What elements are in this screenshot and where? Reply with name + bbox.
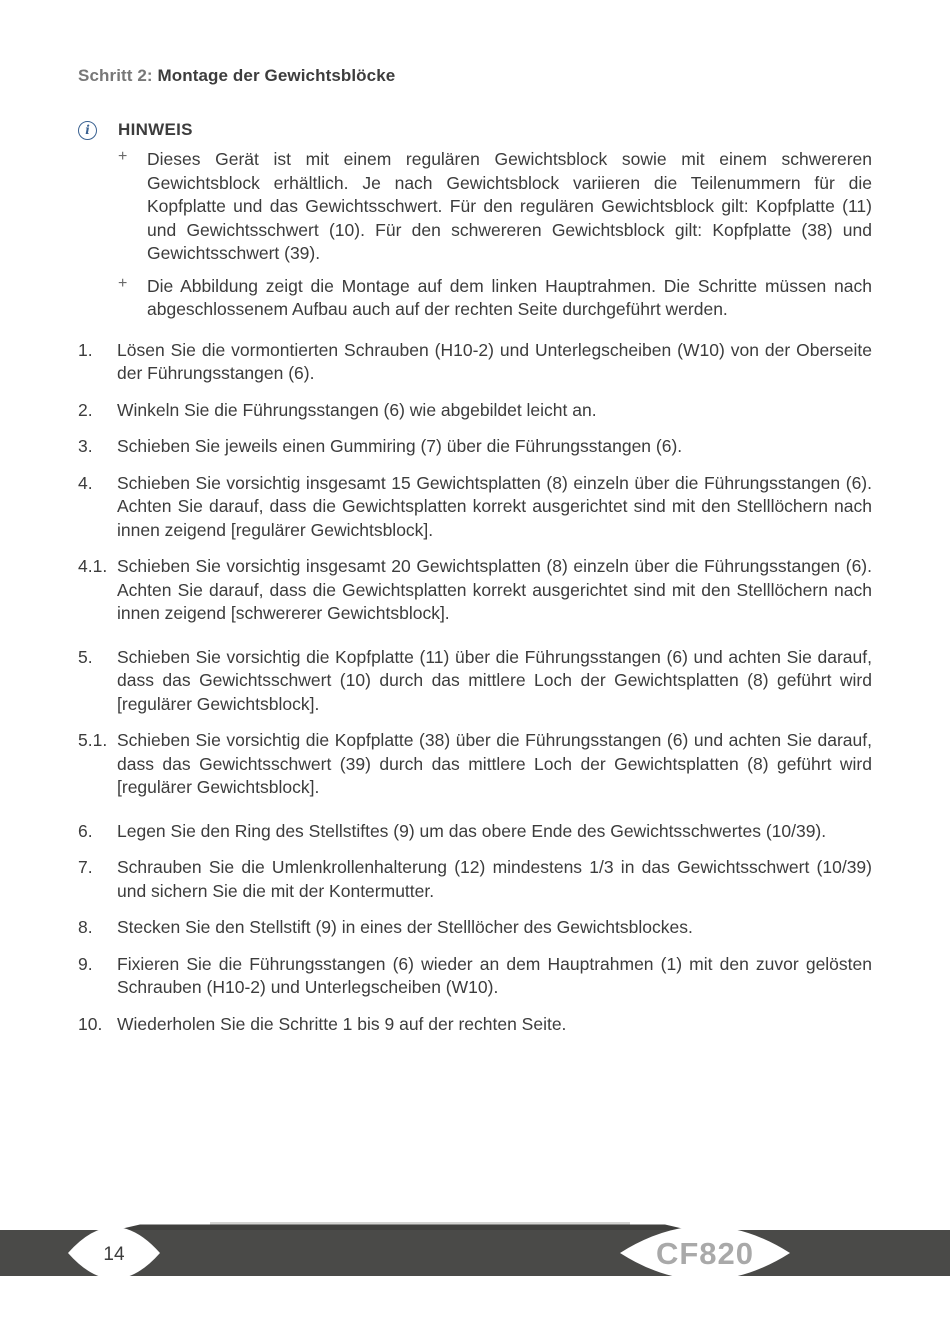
step-item bbox=[78, 953, 872, 1000]
step-number: 2. bbox=[78, 399, 93, 420]
page-content bbox=[78, 66, 872, 1049]
step-text: Legen Sie den Ring des Stellstiftes (9) um das obere Ende des Gewichtsschwertes (10/39). bbox=[117, 820, 827, 841]
step-number: 6. bbox=[78, 820, 93, 841]
plus-marker: + bbox=[118, 148, 128, 165]
step-title: Montage der Gewichtsblöcke bbox=[157, 66, 396, 85]
footer-bar bbox=[0, 1222, 950, 1284]
step-text: Winkeln Sie die Führungsstangen (6) wie abgebildet leicht an. bbox=[117, 399, 597, 420]
step-text: Schieben Sie jeweils einen Gummiring (7) über die Führungsstangen (6). bbox=[117, 436, 683, 456]
steps-list bbox=[78, 339, 872, 1037]
step-item bbox=[78, 916, 872, 940]
plus-marker: + bbox=[118, 274, 128, 292]
step-text: Schrauben Sie die Umlenkrollenhalterung (12) mindestens 1/3 in das Gewichtsschwert (10/39) und sichern Sie die mit der Kontermutter. bbox=[117, 857, 872, 901]
step-text: Schieben Sie vorsichtig insgesamt 20 Gewichtsplatten (8) einzeln über die Führungsstangen (6). Achten Sie darauf, dass die Gewichtsplatten korrekt ausgerichtet sind mit den Stelllöchern nach innen zeigend [schwererer Gewichtsblock]. bbox=[117, 556, 872, 623]
notice-text: Dieses Gerät ist mit einem regulären Gewichtsblock sowie mit einem schwereren Gewichtsblock erhältlich. Je nach Gewichtsblock variieren die Teilenummern für die Kopfplatte und das Gewichtsschwert. Für den regulären Gewichtsblock gilt: Kopfplatte (11) und Gewichtsschwert (10). Für den schwereren Gewichtsblock gilt: Kopfplatte (38) und Gewichtsschwert (39). bbox=[147, 149, 872, 263]
page-number: 14 bbox=[103, 1244, 125, 1265]
step-item bbox=[78, 1013, 872, 1037]
step-number: 10. bbox=[78, 1013, 103, 1034]
step-number: 9. bbox=[78, 953, 93, 974]
notice-header bbox=[78, 120, 872, 140]
page-title bbox=[78, 66, 872, 86]
notice-item bbox=[78, 275, 872, 322]
step-text: Schieben Sie vorsichtig insgesamt 15 Gewichtsplatten (8) einzeln über die Führungsstangen (6). Achten Sie darauf, dass die Gewichtsplatten korrekt ausgerichtet sind mit den Stelllöchern nach innen zeigend [regulärer Gewichtsblock]. bbox=[117, 472, 872, 540]
model-label: CF820 bbox=[655, 1236, 755, 1271]
step-item bbox=[78, 399, 872, 423]
step-item bbox=[78, 555, 872, 626]
step-item bbox=[78, 856, 872, 903]
step-number: 8. bbox=[78, 917, 93, 937]
notice-section bbox=[78, 120, 872, 322]
info-icon: i bbox=[78, 121, 97, 140]
step-number: 3. bbox=[78, 436, 93, 456]
step-number: 5.1. bbox=[78, 730, 108, 750]
step-item bbox=[78, 646, 872, 717]
step-label: Schritt 2: bbox=[78, 66, 153, 85]
step-text: Schieben Sie vorsichtig die Kopfplatte (11) über die Führungsstangen (6) und achten Sie darauf, dass das Gewichtsschwert (10) durch das mittlere Loch der Gewichtsplatten (8) geführt wird [regulärer Gewichtsblock]. bbox=[117, 646, 872, 714]
step-number: 4. bbox=[78, 472, 93, 493]
step-item bbox=[78, 729, 872, 800]
notice-title: HINWEIS bbox=[118, 120, 193, 139]
step-number: 5. bbox=[78, 646, 93, 667]
step-text: Stecken Sie den Stellstift (9) in eines der Stelllöcher des Gewichtsblockes. bbox=[117, 917, 693, 937]
step-item bbox=[78, 472, 872, 543]
step-text: Schieben Sie vorsichtig die Kopfplatte (38) über die Führungsstangen (6) und achten Sie darauf, dass das Gewichtsschwert (39) durch das mittlere Loch der Gewichtsplatten (8) geführt wird [regulärer Gewichtsblock]. bbox=[117, 730, 872, 797]
step-number: 7. bbox=[78, 857, 93, 877]
notice-item bbox=[78, 148, 872, 266]
step-text: Lösen Sie die vormontierten Schrauben (H10-2) und Unterlegscheiben (W10) von der Oberseite der Führungsstangen (6). bbox=[117, 339, 872, 383]
step-item bbox=[78, 339, 872, 386]
step-number: 4.1. bbox=[78, 556, 108, 576]
footer-highlight-line bbox=[210, 1222, 630, 1225]
step-text: Fixieren Sie die Führungsstangen (6) wieder an dem Hauptrahmen (1) mit den zuvor gelösten Schrauben (H10-2) und Unterlegscheiben (W10). bbox=[117, 953, 872, 997]
step-text: Wiederholen Sie die Schritte 1 bis 9 auf der rechten Seite. bbox=[117, 1013, 567, 1034]
step-number: 1. bbox=[78, 339, 93, 360]
notice-text: Die Abbildung zeigt die Montage auf dem linken Hauptrahmen. Die Schritte müssen nach abgeschlossenem Aufbau auch auf der rechten Seite durchgeführt werden. bbox=[147, 275, 872, 319]
step-item bbox=[78, 820, 872, 844]
step-item bbox=[78, 435, 872, 459]
